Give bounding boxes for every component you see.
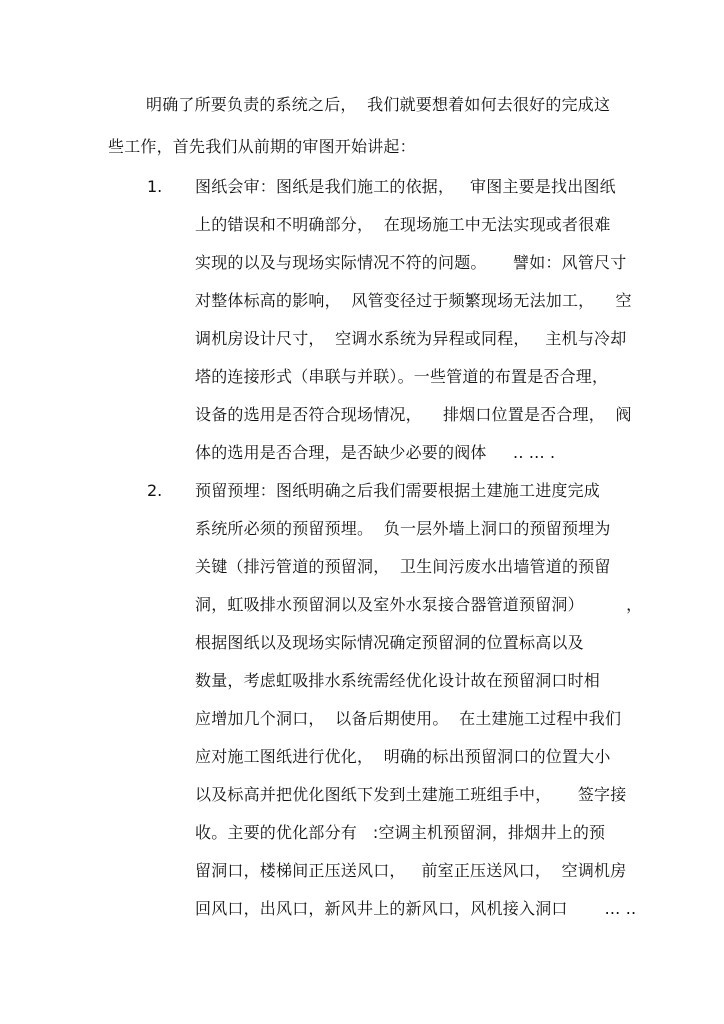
item-1-line-5: 调机房设计尺寸， 空调水系统为异程或同程， 主机与冷却 xyxy=(195,329,627,348)
intro-line-2: 些工作，首先我们从前期的审图开始讲起： xyxy=(108,137,416,156)
item-1-line-8: 体的选用是否合理，是否缺少必要的阀体 .. ... . xyxy=(195,443,556,462)
item-2-line-2: 系统所必须的预留预埋。 负一层外墙上洞口的预留预埋为 xyxy=(195,519,611,538)
item-2-line-7: 应增加几个洞口， 以备后期使用。 在土建施工过程中我们 xyxy=(195,709,622,728)
intro-line-1: 明确了所要负责的系统之后， 我们就要想着如何去很好的完成这 xyxy=(146,95,611,114)
item-2-line-10: 收。主要的优化部分有 :空调主机预留洞，排烟井上的预 xyxy=(195,823,606,842)
item-1-line-6: 塔的连接形式（串联与并联）。一些管道的布置是否合理， xyxy=(195,367,609,386)
list-number-1: 1. xyxy=(147,177,163,196)
item-2-line-3: 关键（排污管道的预留洞， 卫生间污废水出墙管道的预留 xyxy=(195,557,611,576)
item-2-line-8: 应对施工图纸进行优化， 明确的标出预留洞口的位置大小 xyxy=(195,747,611,766)
item-2-line-12: 回风口，出风口，新风井上的新风口，风机接入洞口 ... .. xyxy=(195,899,637,918)
item-1-line-7: 设备的选用是否符合现场情况， 排烟口位置是否合理， 阀 xyxy=(195,405,632,424)
item-1-line-1: 图纸会审：图纸是我们施工的依据， 审图主要是找出图纸 xyxy=(195,177,616,196)
item-2-line-9: 以及标高并把优化图纸下发到土建施工班组手中， 签字接 xyxy=(195,785,627,804)
item-1-line-3: 实现的以及与现场实际情况不符的问题。 譬如：风管尺寸 xyxy=(195,253,627,272)
item-2-line-6: 数量，考虑虹吸排水系统需经优化设计故在预留洞口时相 xyxy=(195,671,601,690)
list-number-2: 2. xyxy=(147,481,163,500)
item-2-line-4: 洞，虹吸排水预留洞以及室外水泵接合器管道预留洞） ， xyxy=(195,595,643,614)
item-1-line-2: 上的错误和不明确部分， 在现场施工中无法实现或者很难 xyxy=(195,215,611,234)
item-1-line-4: 对整体标高的影响， 风管变径过于频繁现场无法加工， 空 xyxy=(195,291,632,310)
item-2-line-1: 预留预埋：图纸明确之后我们需要根据土建施工进度完成 xyxy=(195,481,601,500)
item-2-line-5: 根据图纸以及现场实际情况确定预留洞的位置标高以及 xyxy=(195,633,584,652)
item-2-line-11: 留洞口，楼梯间正压送风口， 前室正压送风口， 空调机房 xyxy=(195,861,627,880)
